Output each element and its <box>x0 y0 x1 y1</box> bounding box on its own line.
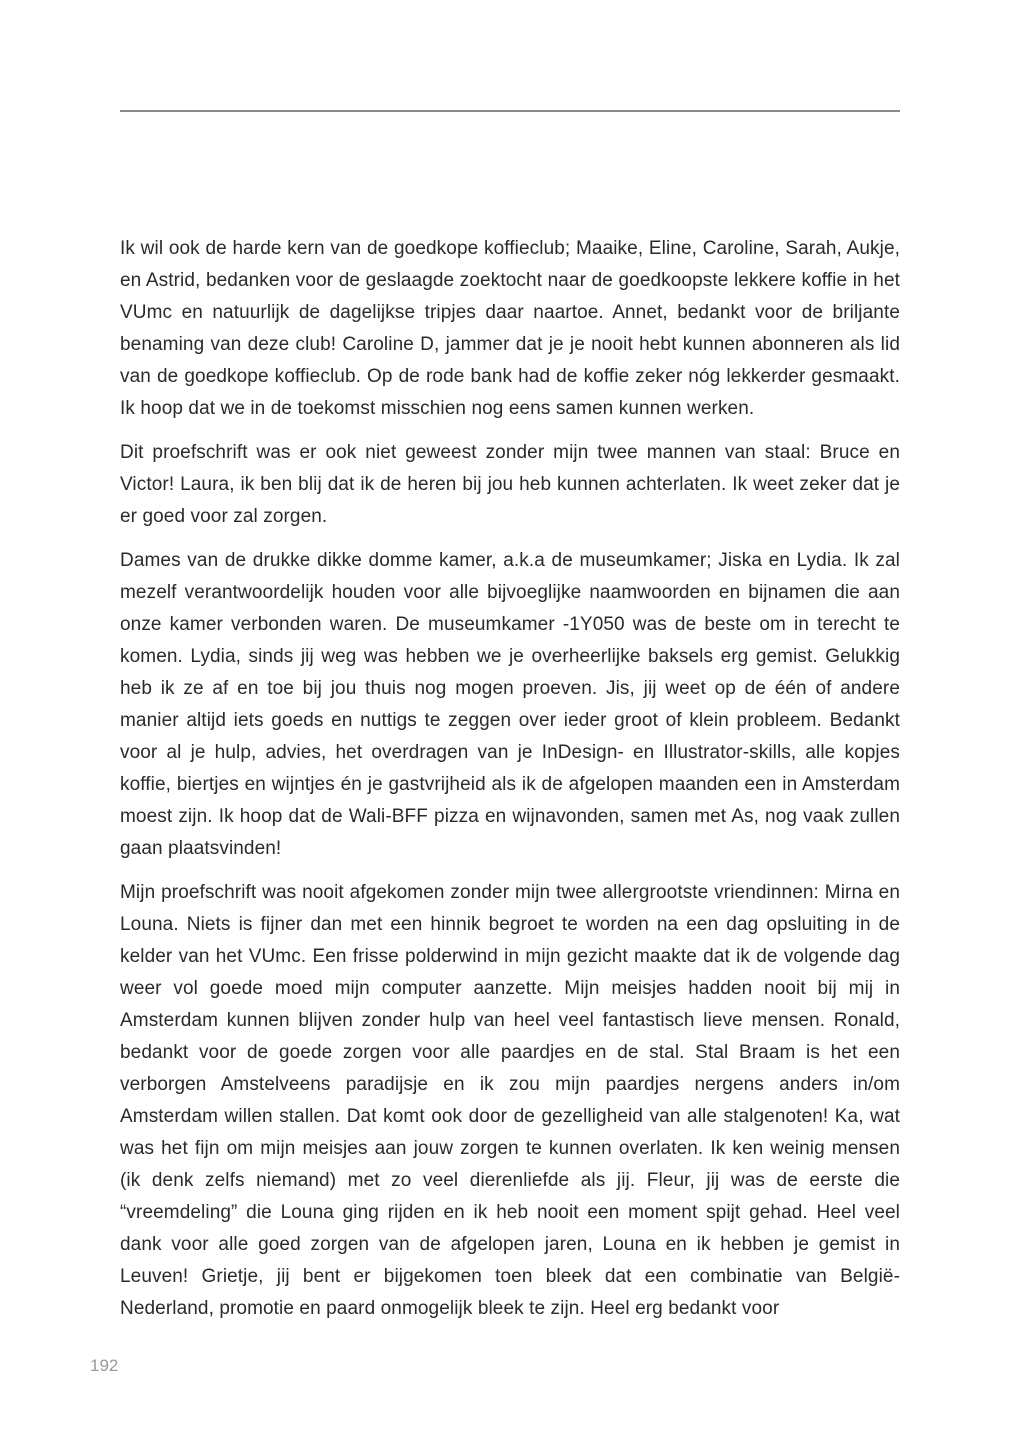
paragraph-vriendinnen: Mijn proefschrift was nooit afgekomen zonder mijn twee allergrootste vriendinnen: Mirna en Louna. Niets is fijner dan met een hinnik begroet te worden na een dag opsluiting in de kelder van het VUmc. Een frisse polderwind in mijn gezicht maakte dat ik de volgende dag weer vol goede moed mijn computer aanzette. Mijn meisjes hadden nooit bij mij in Amsterdam kunnen blijven zonder hulp van heel veel fantastisch lieve mensen. Ronald, bedankt voor de goede zorgen voor alle paardjes en de stal. Stal Braam is het een verborgen Amstelveens paradijsje en ik zou mijn paardjes nergens anders in/om Amsterdam willen stallen. Dat komt ook door de gezelligheid van alle stalgenoten! Ka, wat was het fijn om mijn meisjes aan jouw zorgen te kunnen overlaten. Ik ken weinig mensen (ik denk zelfs niemand) met zo veel dierenliefde als jij. Fleur, jij was de eerste die “vreemdeling” die Louna ging rijden en ik heb nooit een moment spijt gehad. Heel veel dank voor alle goed zorgen van de afgelopen jaren, Louna en ik hebben je gemist in Leuven! Grietje, jij bent er bijgekomen toen bleek dat een combinatie van België-Nederland, promotie en paard onmogelijk bleek te zijn. Heel erg bedankt voor <box>120 882 900 1319</box>
page-number: 192 <box>90 1356 119 1375</box>
header-divider <box>120 110 900 112</box>
body-text <box>120 233 900 1337</box>
paragraph-mannen-van-staal: Dit proefschrift was er ook niet geweest zonder mijn twee mannen van staal: Bruce en Victor! Laura, ik ben blij dat ik de heren bij jou heb kunnen achterlaten. Ik weet zeker dat je er goed voor zal zorgen. <box>120 442 900 527</box>
paragraph-museumkamer: Dames van de drukke dikke domme kamer, a.k.a de museumkamer; Jiska en Lydia. Ik zal mezelf verantwoordelijk houden voor alle bijvoeglijke naamwoorden en bijnamen die aan onze kamer verbonden waren. De museumkamer -1Y050 was de beste om in terecht te komen. Lydia, sinds jij weg was hebben we je overheerlijke baksels erg gemist. Gelukkig heb ik ze af en toe bij jou thuis nog mogen proeven. Jis, jij weet op de één of andere manier altijd iets goeds en nuttigs te zeggen over ieder groot of klein probleem. Bedankt voor al je hulp, advies, het overdragen van je InDesign- en Illustrator-skills, alle kopjes koffie, biertjes en wijntjes én je gastvrijheid als ik de afgelopen maanden een in Amsterdam moest zijn. Ik hoop dat de Wali-BFF pizza en wijnavonden, samen met As, nog vaak zullen gaan plaatsvinden! <box>120 550 900 859</box>
paragraph-koffieclub: Ik wil ook de harde kern van de goedkope koffieclub; Maaike, Eline, Caroline, Sarah, Aukje, en Astrid, bedanken voor de geslaagde zoektocht naar de goedkoopste lekkere koffie in het VUmc en natuurlijk de dagelijkse tripjes daar naartoe. Annet, bedankt voor de briljante benaming van deze club! Caroline D, jammer dat je je nooit hebt kunnen abonneren als lid van de goedkope koffieclub. Op de rode bank had de koffie zeker nóg lekkerder gesmaakt. Ik hoop dat we in de toekomst misschien nog eens samen kunnen werken. <box>120 238 900 419</box>
